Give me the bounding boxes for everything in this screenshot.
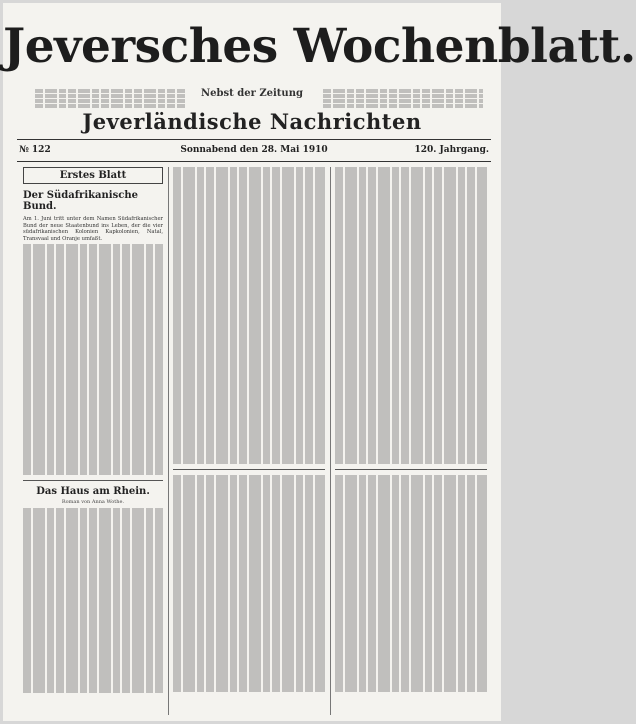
article-body-right <box>335 167 487 464</box>
article-title-suedafrika: Der Südafrikanische Bund. <box>23 190 138 212</box>
column-separator-2 <box>330 167 331 715</box>
article-body-left <box>23 244 163 475</box>
erstes-blatt-label: Erstes Blatt <box>23 167 163 184</box>
masthead-right-notice <box>323 89 483 108</box>
header-rule-top <box>17 139 491 140</box>
masthead-subtitle: Nebst der Zeitung <box>201 88 303 99</box>
serial-body-right <box>335 475 487 693</box>
column-middle <box>173 167 325 715</box>
serial-body-left <box>23 508 163 693</box>
issue-info-bar <box>17 143 491 159</box>
serial-body-middle <box>173 475 325 693</box>
header-rule-bottom <box>17 161 491 162</box>
article-excerpt: Am 1. Juni tritt unter dem Namen Südafrikanischer Bund der neue Staatenbund ins Leben, der die vier südafrikanischen Kolonien Kapkolonien, Natal, Transvaal und Oranje umfaßt. <box>23 216 163 242</box>
section-title: Jeverländische Nachrichten <box>82 109 422 134</box>
article-title-haus-am-rhein: Das Haus am Rhein. <box>36 486 150 498</box>
masthead-title: Jeversches Wochenblatt. <box>3 19 636 74</box>
issue-number: № 122 <box>19 145 51 155</box>
article-byline: Roman von Anna Wothe. <box>61 499 125 506</box>
column-right <box>335 167 487 715</box>
column-separator-1 <box>168 167 169 715</box>
article-separator-right <box>335 469 487 470</box>
volume-year: 120. Jahrgang. <box>414 145 489 155</box>
issue-date: Sonnabend den 28. Mai 1910 <box>180 145 328 155</box>
column-left <box>23 167 163 715</box>
article-separator <box>23 480 163 481</box>
article-body-middle <box>173 167 325 464</box>
article-separator-middle <box>173 469 325 470</box>
newspaper-page <box>3 3 636 721</box>
